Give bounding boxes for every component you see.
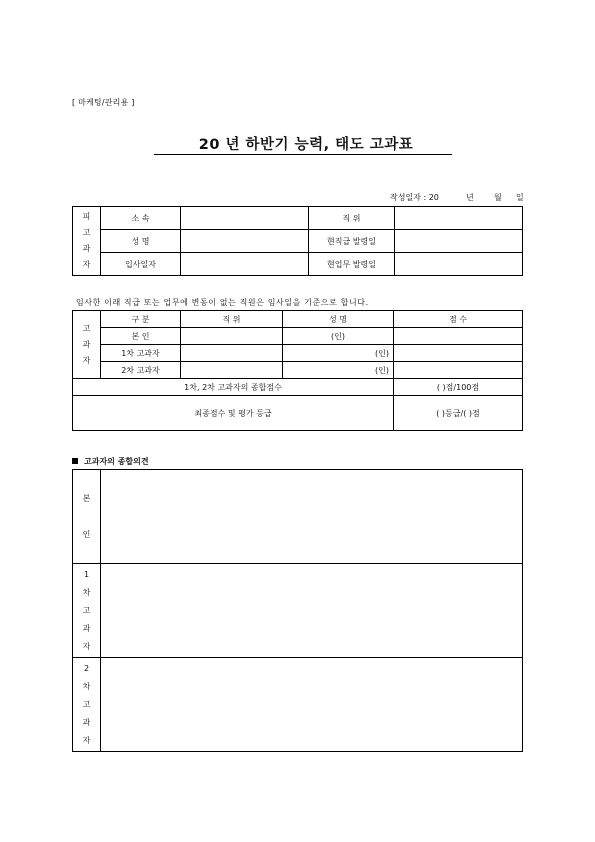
row-self-label: 본 인 (101, 328, 181, 345)
combined-score-value[interactable]: ( )점/100점 (394, 379, 523, 396)
rater-side-label: 고 과 자 (73, 311, 101, 379)
instruction-note: 임사한 이래 직급 또는 업무에 변동이 없는 직원은 임사일을 기준으로 합니다. (76, 298, 369, 307)
date-year: 년 (466, 193, 474, 202)
header-name: 성 명 (283, 311, 394, 328)
first-rater-score-field[interactable] (394, 345, 523, 362)
first-rater-position-field[interactable] (181, 345, 283, 362)
current-duty-date-field[interactable] (395, 253, 523, 276)
document-tag: [ 마케팅/관리용 ] (72, 98, 135, 107)
ratee-info-table (72, 206, 523, 276)
row-first-rater-label: 1차 고과자 (101, 345, 181, 362)
current-duty-date-label: 현업무 발령일 (309, 253, 395, 276)
current-grade-date-label: 현직급 발령일 (309, 230, 395, 253)
header-position: 직 위 (181, 311, 283, 328)
department-field[interactable] (181, 207, 309, 230)
square-bullet-icon (72, 458, 78, 464)
header-score: 점 수 (394, 311, 523, 328)
self-seal: (인) (283, 328, 394, 345)
opinion-self-field[interactable] (101, 470, 523, 564)
second-rater-score-field[interactable] (394, 362, 523, 379)
position-field[interactable] (395, 207, 523, 230)
opinion-self-label: 본 인 (73, 470, 101, 564)
ratee-side-label: 피 고 과 자 (73, 207, 101, 276)
department-label: 소 속 (101, 207, 181, 230)
page-title: 20 년 하반기 능력, 태도 고과표 (198, 137, 414, 153)
date-month: 월 (494, 193, 502, 202)
opinion-second-rater-label: 2 차 고 과 자 (73, 658, 101, 752)
hire-date-label: 입사일자 (101, 253, 181, 276)
title-underline (154, 154, 452, 155)
second-rater-seal: (인) (283, 362, 394, 379)
opinion-table (72, 469, 523, 752)
combined-score-label: 1차, 2차 고과자의 종합점수 (73, 379, 394, 396)
opinion-heading: 고과자의 종합의견 (72, 456, 149, 467)
rater-table (72, 310, 523, 431)
self-position-field[interactable] (181, 328, 283, 345)
row-second-rater-label: 2차 고과자 (101, 362, 181, 379)
second-rater-position-field[interactable] (181, 362, 283, 379)
final-grade-label: 최종점수 및 평가 등급 (73, 396, 394, 431)
current-grade-date-field[interactable] (395, 230, 523, 253)
hire-date-field[interactable] (181, 253, 309, 276)
opinion-first-rater-label: 1 차 고 과 자 (73, 564, 101, 658)
opinion-second-rater-field[interactable] (101, 658, 523, 752)
header-category: 구 분 (101, 311, 181, 328)
final-grade-value[interactable]: ( )등급/( )점 (394, 396, 523, 431)
first-rater-seal: (인) (283, 345, 394, 362)
date-day: 일 (516, 193, 524, 202)
name-field[interactable] (181, 230, 309, 253)
date-label: 작성일자 : 20 (390, 193, 439, 202)
position-label: 직 위 (309, 207, 395, 230)
self-score-field[interactable] (394, 328, 523, 345)
opinion-first-rater-field[interactable] (101, 564, 523, 658)
name-label: 성 명 (101, 230, 181, 253)
